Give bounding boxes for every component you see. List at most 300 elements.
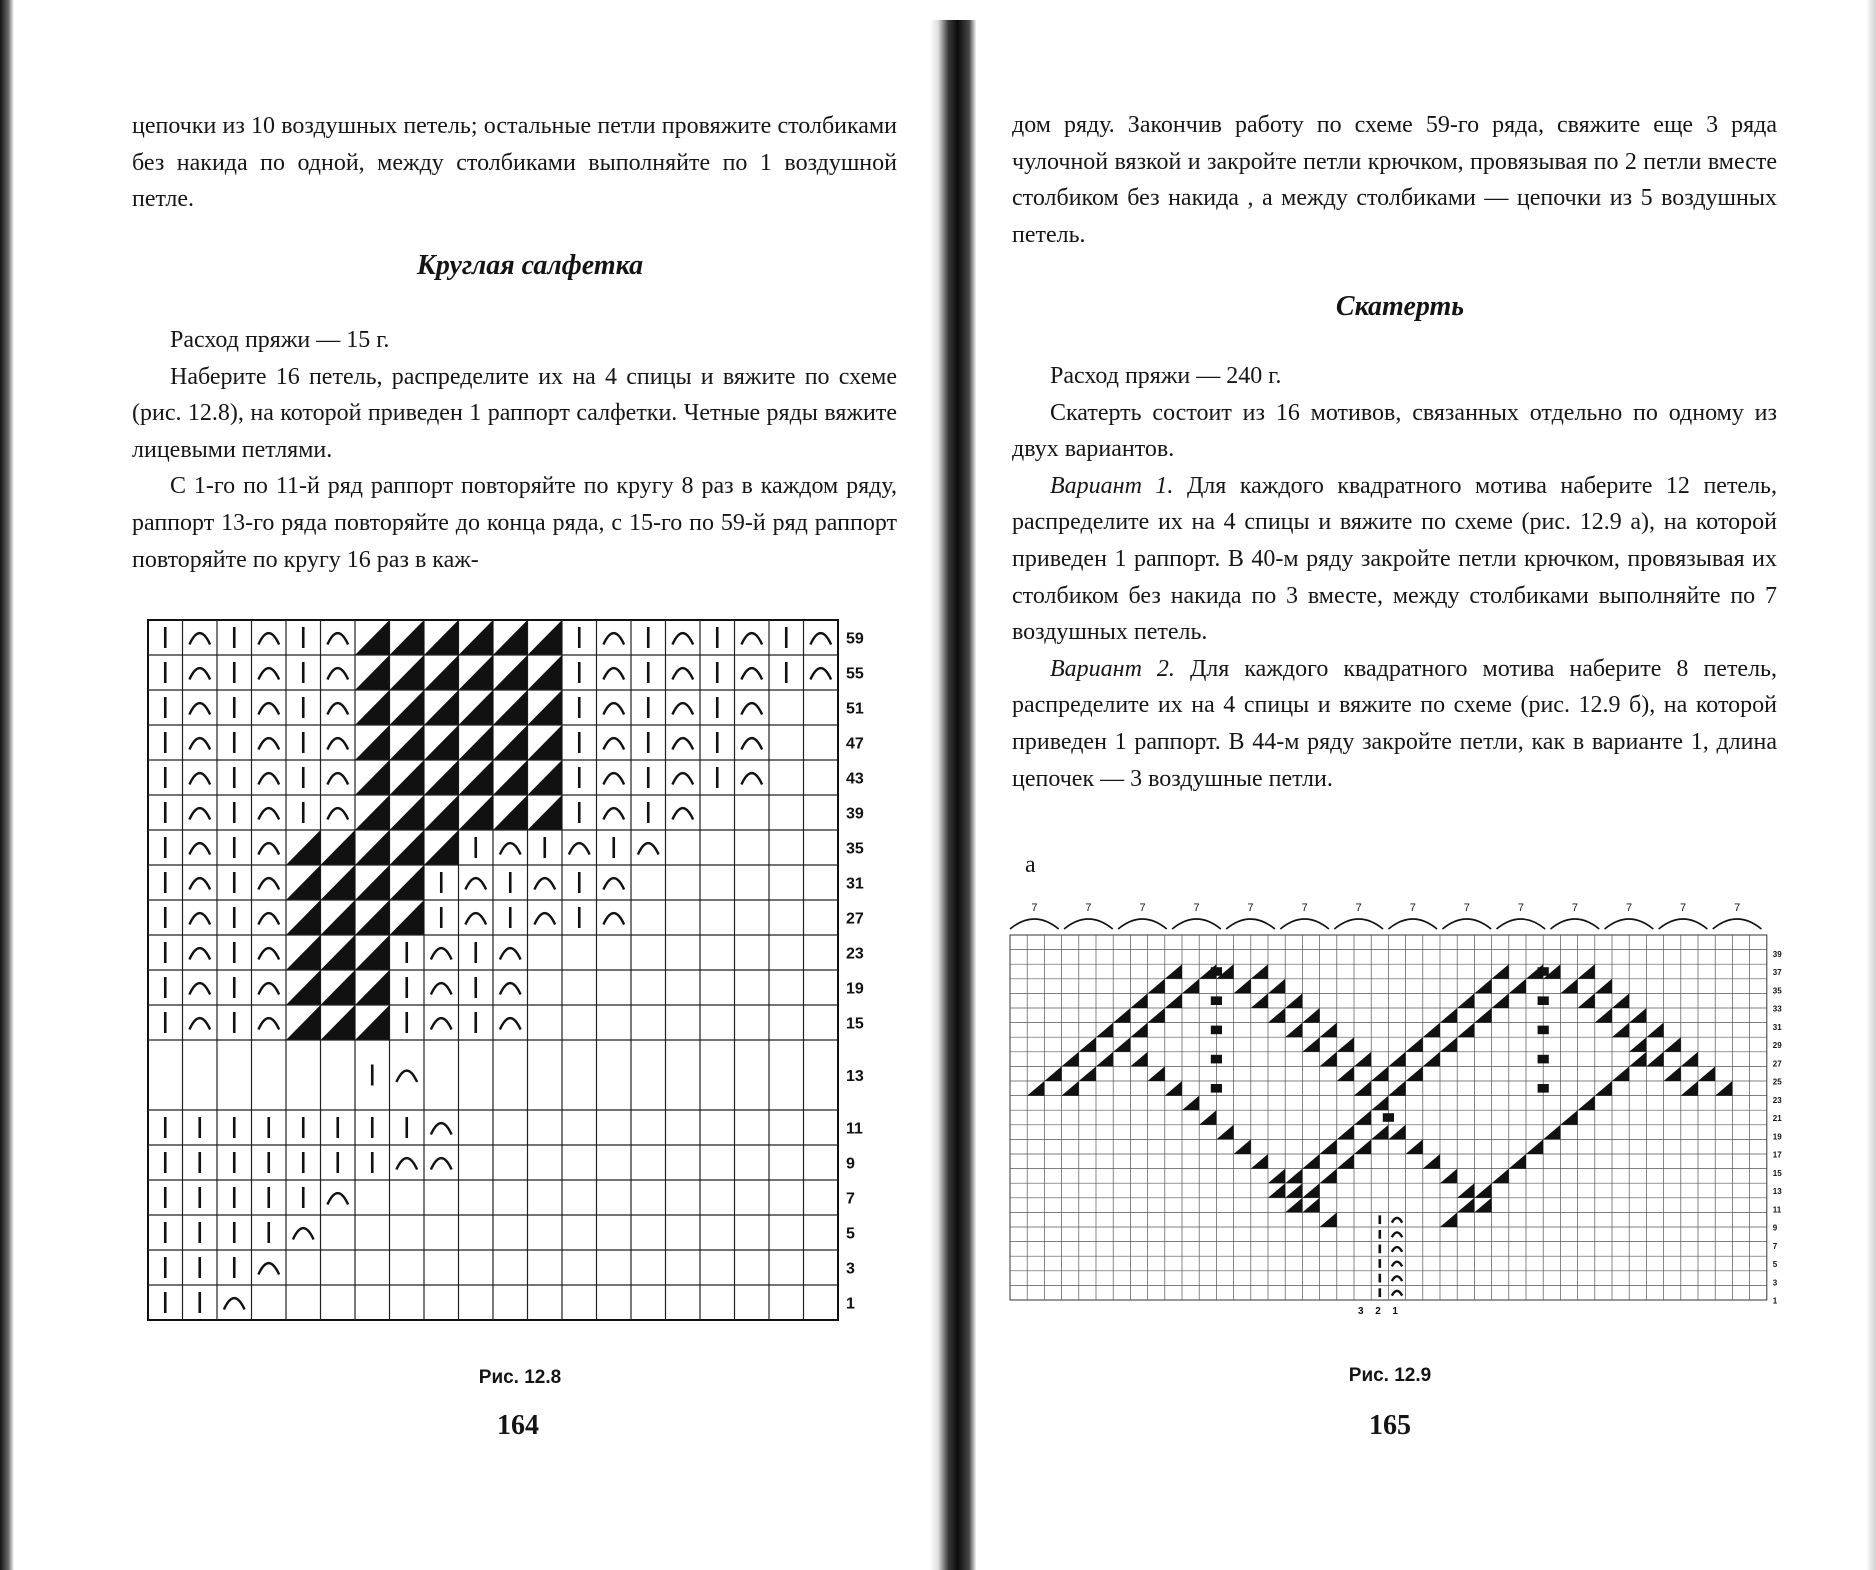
- row-number-label: 15: [846, 1015, 864, 1033]
- yarn-over-mark: [603, 703, 624, 714]
- chain-count-label: 7: [1085, 902, 1092, 914]
- chain-count-label: 7: [1247, 902, 1254, 914]
- yarn-over-mark: [672, 738, 693, 749]
- row-number-label: 43: [846, 770, 864, 788]
- yarn-over-mark: [1392, 1262, 1402, 1267]
- decrease-triangle-mark: [390, 655, 425, 690]
- chain-count-label: 7: [1625, 902, 1633, 914]
- decrease-triangle-mark: [1337, 1066, 1354, 1081]
- decrease-triangle-mark: [1629, 1052, 1646, 1067]
- yarn-over-mark: [258, 633, 279, 644]
- decrease-triangle-mark: [1474, 1183, 1491, 1198]
- decrease-triangle-mark: [528, 620, 563, 655]
- filled-square-mark: [1211, 1026, 1222, 1035]
- chain-arc-mark: [1659, 919, 1708, 929]
- decrease-triangle-mark: [424, 725, 459, 760]
- right-variant-2: [1012, 651, 1777, 797]
- row-number-label: 1: [846, 1295, 855, 1313]
- decrease-triangle-mark: [355, 830, 390, 865]
- row-number-label: 59: [846, 630, 864, 648]
- decrease-triangle-mark: [1113, 1037, 1130, 1052]
- decrease-triangle-mark: [493, 795, 528, 830]
- decrease-triangle-mark: [1302, 1183, 1319, 1198]
- decrease-triangle-mark: [424, 830, 459, 865]
- row-number-label: 55: [846, 665, 864, 683]
- right-yarn-consumption: Расход пряжи — 240 г.: [1050, 363, 1282, 389]
- decrease-triangle-mark: [1130, 1052, 1147, 1067]
- yarn-over-mark: [741, 633, 762, 644]
- yarn-over-mark: [258, 983, 279, 994]
- row-number-label: 19: [846, 980, 864, 998]
- decrease-triangle-mark: [355, 970, 390, 1005]
- decrease-triangle-mark: [1595, 979, 1612, 994]
- decrease-triangle-mark: [1320, 1212, 1337, 1227]
- yarn-over-mark: [534, 878, 555, 889]
- row-number-label: 3: [1772, 1278, 1778, 1288]
- left-yarn-consumption: Расход пряжи — 15 г.: [170, 327, 390, 353]
- decrease-triangle-mark: [1234, 1139, 1251, 1154]
- decrease-triangle-mark: [1165, 964, 1182, 979]
- decrease-triangle-mark: [1578, 1096, 1595, 1111]
- decrease-triangle-mark: [1715, 1081, 1732, 1096]
- decrease-triangle-mark: [1543, 1125, 1560, 1140]
- decrease-triangle-mark: [390, 795, 425, 830]
- yarn-over-mark: [327, 808, 348, 819]
- chain-count-label: 7: [1031, 902, 1038, 914]
- yarn-over-mark: [603, 878, 624, 889]
- yarn-over-mark: [258, 808, 279, 819]
- yarn-over-mark: [741, 738, 762, 749]
- decrease-triangle-mark: [1096, 1023, 1113, 1038]
- decrease-triangle-mark: [459, 725, 494, 760]
- variant-2-label: Вариант 2.: [1050, 655, 1175, 682]
- decrease-triangle-mark: [1457, 993, 1474, 1008]
- yarn-over-mark: [534, 913, 555, 924]
- decrease-triangle-mark: [1268, 979, 1285, 994]
- filled-square-mark: [1211, 967, 1222, 976]
- book-left-edge: [0, 0, 14, 1570]
- decrease-triangle-mark: [1302, 1037, 1319, 1052]
- decrease-triangle-mark: [459, 620, 494, 655]
- decrease-triangle-mark: [1526, 1139, 1543, 1154]
- decrease-triangle-mark: [424, 655, 459, 690]
- decrease-triangle-mark: [1130, 993, 1147, 1008]
- chain-arc-mark: [1713, 919, 1762, 929]
- chain-arc-mark: [1334, 919, 1383, 929]
- row-number-label: 7: [1772, 1241, 1778, 1251]
- yarn-over-mark: [500, 1018, 521, 1029]
- decrease-triangle-mark: [1612, 1023, 1629, 1038]
- yarn-over-mark: [258, 703, 279, 714]
- variant-2-text: Для каждого квадратного мотива наберите 8 петель, распределите их на 4 спицы и вяжите по схеме (рис. 12.9 б), на которой приведен 1 раппорт. В 44-м ряду закройте петли, как в варианте 1, длина цепочек — 3 воздушные петли.: [1012, 655, 1777, 792]
- yarn-over-mark: [189, 668, 210, 679]
- decrease-triangle-mark: [1285, 1023, 1302, 1038]
- decrease-triangle-mark: [493, 690, 528, 725]
- decrease-triangle-mark: [1113, 1008, 1130, 1023]
- decrease-triangle-mark: [355, 935, 390, 970]
- yarn-over-mark: [189, 843, 210, 854]
- row-number-label: 9: [1772, 1223, 1778, 1233]
- row-number-label: 39: [846, 805, 864, 823]
- decrease-triangle-mark: [1406, 1139, 1423, 1154]
- decrease-triangle-mark: [321, 900, 356, 935]
- yarn-over-mark: [603, 668, 624, 679]
- row-number-label: 31: [1772, 1022, 1782, 1032]
- variant-1-text: Для каждого квадратного мотива наберите 12 петель, распределите их на 4 спицы и вяжите по схеме (рис. 12.9 а), на которой приведен 1 раппорт. В 40-м ряду закройте петли крючком, провязывая их столбиком без накида по 3 вместе, между столбиками выполняйте по 7 воздушных петель.: [1012, 472, 1777, 646]
- row-number-label: 5: [1772, 1260, 1778, 1270]
- decrease-triangle-mark: [459, 655, 494, 690]
- decrease-triangle-mark: [1285, 1183, 1302, 1198]
- yarn-over-mark: [258, 1263, 279, 1274]
- yarn-over-mark: [189, 773, 210, 784]
- decrease-triangle-mark: [355, 865, 390, 900]
- row-number-label: 1: [1772, 1296, 1778, 1306]
- yarn-over-mark: [189, 738, 210, 749]
- row-number-label: 39: [1772, 949, 1782, 959]
- decrease-triangle-mark: [321, 1005, 356, 1040]
- chain-count-label: 7: [1571, 902, 1579, 914]
- decrease-triangle-mark: [1509, 1154, 1526, 1169]
- decrease-triangle-mark: [1578, 993, 1595, 1008]
- decrease-triangle-mark: [1423, 1052, 1440, 1067]
- row-number-label: 27: [1772, 1059, 1782, 1069]
- chain-count-label: 7: [1680, 902, 1687, 914]
- yarn-over-mark: [603, 913, 624, 924]
- knitting-chart-12-9a: [1005, 895, 1795, 1340]
- decrease-triangle-mark: [1079, 1037, 1096, 1052]
- decrease-triangle-mark: [528, 760, 563, 795]
- decrease-triangle-mark: [1612, 993, 1629, 1008]
- yarn-over-mark: [189, 703, 210, 714]
- decrease-triangle-mark: [1664, 1037, 1681, 1052]
- decrease-triangle-mark: [528, 795, 563, 830]
- decrease-triangle-mark: [424, 760, 459, 795]
- row-number-label: 37: [1772, 968, 1782, 978]
- decrease-triangle-mark: [1320, 1023, 1337, 1038]
- right-body: [1012, 358, 1777, 797]
- yarn-over-mark: [258, 773, 279, 784]
- row-number-label: 9: [846, 1155, 855, 1173]
- chain-arc-mark: [1280, 919, 1329, 929]
- yarn-over-mark: [189, 633, 210, 644]
- row-number-label: 11: [1772, 1205, 1782, 1215]
- yarn-over-mark: [327, 633, 348, 644]
- yarn-over-mark: [327, 668, 348, 679]
- decrease-triangle-mark: [493, 620, 528, 655]
- decrease-triangle-mark: [1302, 1198, 1319, 1213]
- chain-count-label: 7: [1355, 902, 1362, 914]
- yarn-over-mark: [189, 983, 210, 994]
- decrease-triangle-mark: [1457, 1183, 1474, 1198]
- decrease-triangle-mark: [355, 760, 390, 795]
- decrease-triangle-mark: [1285, 1198, 1302, 1213]
- row-number-label: 47: [846, 735, 864, 753]
- yarn-over-mark: [189, 808, 210, 819]
- column-number-label: 3: [1358, 1306, 1364, 1317]
- yarn-over-mark: [258, 913, 279, 924]
- decrease-triangle-mark: [1406, 1037, 1423, 1052]
- decrease-triangle-mark: [1440, 1008, 1457, 1023]
- decrease-triangle-mark: [1595, 1081, 1612, 1096]
- right-variant-1: [1012, 468, 1777, 651]
- yarn-over-mark: [672, 773, 693, 784]
- decrease-triangle-mark: [459, 760, 494, 795]
- decrease-triangle-mark: [1612, 1066, 1629, 1081]
- decrease-triangle-mark: [1388, 1081, 1405, 1096]
- filled-square-mark: [1538, 967, 1549, 976]
- decrease-triangle-mark: [355, 690, 390, 725]
- yarn-over-mark: [500, 983, 521, 994]
- row-number-label: 5: [846, 1225, 855, 1243]
- decrease-triangle-mark: [286, 900, 321, 935]
- right-figure-caption: Рис. 12.9: [1348, 1365, 1432, 1386]
- decrease-triangle-mark: [390, 725, 425, 760]
- decrease-triangle-mark: [1457, 1023, 1474, 1038]
- knitting-chart-12-8: [148, 620, 908, 1350]
- row-number-label: 11: [846, 1120, 863, 1138]
- filled-square-mark: [1211, 1084, 1222, 1093]
- decrease-triangle-mark: [1560, 979, 1577, 994]
- decrease-triangle-mark: [1182, 1096, 1199, 1111]
- chain-count-label: 7: [1139, 902, 1146, 914]
- filled-square-mark: [1211, 1055, 1222, 1064]
- yarn-over-mark: [431, 948, 452, 959]
- yarn-over-mark: [638, 843, 659, 854]
- decrease-triangle-mark: [1337, 1154, 1354, 1169]
- variant-1-label: Вариант 1.: [1050, 472, 1174, 499]
- decrease-triangle-mark: [1492, 964, 1509, 979]
- row-number-label: 35: [1772, 986, 1782, 996]
- row-number-label: 23: [846, 945, 864, 963]
- decrease-triangle-mark: [1371, 1066, 1388, 1081]
- decrease-triangle-mark: [355, 1005, 390, 1040]
- decrease-triangle-mark: [1354, 1052, 1371, 1067]
- left-section-title: Круглая салфетка: [416, 250, 644, 281]
- decrease-triangle-mark: [1044, 1066, 1061, 1081]
- decrease-triangle-mark: [321, 830, 356, 865]
- decrease-triangle-mark: [1268, 1183, 1285, 1198]
- decrease-triangle-mark: [1251, 993, 1268, 1008]
- filled-square-mark: [1211, 996, 1222, 1005]
- row-number-label: 23: [1772, 1095, 1782, 1105]
- decrease-triangle-mark: [355, 655, 390, 690]
- decrease-triangle-mark: [1354, 1110, 1371, 1125]
- chain-arc-mark: [1442, 919, 1491, 929]
- yarn-over-mark: [1392, 1232, 1402, 1237]
- left-page-number: 164: [497, 1410, 539, 1441]
- row-number-label: 25: [1772, 1077, 1782, 1087]
- yarn-over-mark: [603, 633, 624, 644]
- yarn-over-mark: [431, 1123, 452, 1134]
- decrease-triangle-mark: [1148, 1008, 1165, 1023]
- subfigure-label-a: а: [1025, 852, 1036, 878]
- decrease-triangle-mark: [1062, 1081, 1079, 1096]
- row-number-label: 17: [1772, 1150, 1782, 1160]
- chain-count-label: 7: [1734, 902, 1741, 914]
- yarn-over-mark: [1392, 1291, 1402, 1296]
- decrease-triangle-mark: [321, 865, 356, 900]
- row-number-label: 13: [1772, 1187, 1782, 1197]
- yarn-over-mark: [603, 738, 624, 749]
- decrease-triangle-mark: [424, 690, 459, 725]
- decrease-triangle-mark: [1492, 993, 1509, 1008]
- yarn-over-mark: [672, 808, 693, 819]
- decrease-triangle-mark: [1646, 1052, 1663, 1067]
- yarn-over-mark: [810, 633, 831, 644]
- filled-square-mark: [1538, 1084, 1549, 1093]
- yarn-over-mark: [327, 703, 348, 714]
- decrease-triangle-mark: [1320, 1052, 1337, 1067]
- decrease-triangle-mark: [1354, 1081, 1371, 1096]
- decrease-triangle-mark: [390, 760, 425, 795]
- decrease-triangle-mark: [390, 620, 425, 655]
- chain-arc-mark: [1118, 919, 1167, 929]
- decrease-triangle-mark: [1595, 1008, 1612, 1023]
- yarn-over-mark: [741, 703, 762, 714]
- yarn-over-mark: [672, 703, 693, 714]
- decrease-triangle-mark: [1474, 979, 1491, 994]
- yarn-over-mark: [672, 633, 693, 644]
- chain-arc-mark: [1551, 919, 1600, 929]
- decrease-triangle-mark: [1302, 1008, 1319, 1023]
- yarn-over-mark: [431, 1018, 452, 1029]
- decrease-triangle-mark: [1681, 1081, 1698, 1096]
- yarn-over-mark: [258, 878, 279, 889]
- left-paragraph-2: Наберите 16 петель, распределите их на 4 спицы и вяжите по схеме (рис. 12.8), на которой приведен 1 раппорт салфетки. Четные ряды вяжите лицевыми петлями.: [132, 363, 897, 463]
- decrease-triangle-mark: [1285, 993, 1302, 1008]
- decrease-triangle-mark: [1027, 1081, 1044, 1096]
- decrease-triangle-mark: [1492, 1169, 1509, 1184]
- row-number-label: 3: [846, 1260, 855, 1278]
- yarn-over-mark: [396, 1158, 417, 1169]
- row-number-label: 7: [846, 1190, 855, 1208]
- decrease-triangle-mark: [286, 935, 321, 970]
- chain-count-label: 7: [1517, 902, 1524, 914]
- decrease-triangle-mark: [1406, 1066, 1423, 1081]
- decrease-triangle-mark: [424, 795, 459, 830]
- decrease-triangle-mark: [493, 725, 528, 760]
- yarn-over-mark: [396, 1071, 417, 1082]
- decrease-triangle-mark: [493, 655, 528, 690]
- row-number-label: 31: [846, 875, 864, 893]
- chain-arc-mark: [1064, 919, 1113, 929]
- decrease-triangle-mark: [1130, 1023, 1147, 1038]
- decrease-triangle-mark: [493, 760, 528, 795]
- left-intro-text: цепочки из 10 воздушных петель; остальные петли провяжите столбиками без накида по одной, между столбиками выполняйте по 1 воздушной петле.: [132, 113, 897, 213]
- yarn-over-mark: [293, 1228, 314, 1239]
- yarn-over-mark: [258, 948, 279, 959]
- decrease-triangle-mark: [390, 690, 425, 725]
- decrease-triangle-mark: [1664, 1066, 1681, 1081]
- yarn-over-mark: [327, 738, 348, 749]
- filled-square-mark: [1538, 996, 1549, 1005]
- yarn-over-mark: [224, 1298, 245, 1309]
- decrease-triangle-mark: [1096, 1052, 1113, 1067]
- decrease-triangle-mark: [1182, 979, 1199, 994]
- decrease-triangle-mark: [355, 620, 390, 655]
- row-number-label: 33: [1772, 1004, 1782, 1014]
- yarn-over-mark: [465, 913, 486, 924]
- decrease-triangle-mark: [1681, 1052, 1698, 1067]
- right-intro-paragraph: [1012, 107, 1777, 253]
- decrease-triangle-mark: [390, 900, 425, 935]
- yarn-over-mark: [189, 1018, 210, 1029]
- filled-square-mark: [1538, 1055, 1549, 1064]
- decrease-triangle-mark: [355, 725, 390, 760]
- yarn-over-mark: [603, 808, 624, 819]
- decrease-triangle-mark: [286, 970, 321, 1005]
- decrease-triangle-mark: [1646, 1023, 1663, 1038]
- book-spine: [930, 20, 976, 1570]
- chain-arc-mark: [1605, 919, 1654, 929]
- left-intro-paragraph: [132, 108, 897, 218]
- column-number-label: 2: [1375, 1306, 1381, 1317]
- yarn-over-mark: [258, 668, 279, 679]
- decrease-triangle-mark: [1560, 1110, 1577, 1125]
- decrease-triangle-mark: [1148, 1066, 1165, 1081]
- decrease-triangle-mark: [1251, 964, 1268, 979]
- chain-count-label: 7: [1409, 902, 1416, 914]
- decrease-triangle-mark: [1698, 1066, 1715, 1081]
- yarn-over-mark: [258, 843, 279, 854]
- yarn-over-mark: [741, 773, 762, 784]
- chain-arc-mark: [1226, 919, 1275, 929]
- right-section-title: Скатерть: [1335, 291, 1465, 322]
- decrease-triangle-mark: [1199, 1110, 1216, 1125]
- row-number-label: 21: [1772, 1114, 1782, 1124]
- decrease-triangle-mark: [424, 620, 459, 655]
- decrease-triangle-mark: [1165, 993, 1182, 1008]
- yarn-over-mark: [465, 878, 486, 889]
- yarn-over-mark: [327, 1193, 348, 1204]
- yarn-over-mark: [431, 1158, 452, 1169]
- yarn-over-mark: [431, 983, 452, 994]
- yarn-over-mark: [1392, 1276, 1402, 1281]
- decrease-triangle-mark: [1388, 1125, 1405, 1140]
- decrease-triangle-mark: [528, 690, 563, 725]
- decrease-triangle-mark: [1268, 1169, 1285, 1184]
- decrease-triangle-mark: [1302, 1154, 1319, 1169]
- row-number-label: 51: [846, 700, 864, 718]
- decrease-triangle-mark: [1216, 1125, 1233, 1140]
- decrease-triangle-mark: [1251, 1154, 1268, 1169]
- decrease-triangle-mark: [1268, 1008, 1285, 1023]
- decrease-triangle-mark: [1062, 1052, 1079, 1067]
- book-right-edge: [1866, 0, 1876, 1570]
- decrease-triangle-mark: [1423, 1154, 1440, 1169]
- decrease-triangle-mark: [1474, 1008, 1491, 1023]
- decrease-triangle-mark: [1371, 1125, 1388, 1140]
- decrease-triangle-mark: [1457, 1198, 1474, 1213]
- decrease-triangle-mark: [390, 865, 425, 900]
- chain-count-label: 7: [1301, 902, 1308, 914]
- decrease-triangle-mark: [1629, 1008, 1646, 1023]
- left-figure-caption: Рис. 12.8: [478, 1367, 562, 1388]
- yarn-over-mark: [327, 773, 348, 784]
- right-paragraph-2: Скатерть состоит из 16 мотивов, связанных отдельно по одному из двух вариантов.: [1012, 399, 1777, 463]
- row-number-label: 13: [846, 1068, 864, 1085]
- decrease-triangle-mark: [1165, 1081, 1182, 1096]
- decrease-triangle-mark: [321, 935, 356, 970]
- decrease-triangle-mark: [459, 795, 494, 830]
- yarn-over-mark: [189, 948, 210, 959]
- decrease-triangle-mark: [1388, 1052, 1405, 1067]
- decrease-triangle-mark: [1440, 1037, 1457, 1052]
- left-body: [132, 322, 897, 578]
- decrease-triangle-mark: [1148, 979, 1165, 994]
- row-number-label: 27: [846, 910, 864, 928]
- decrease-triangle-mark: [1578, 964, 1595, 979]
